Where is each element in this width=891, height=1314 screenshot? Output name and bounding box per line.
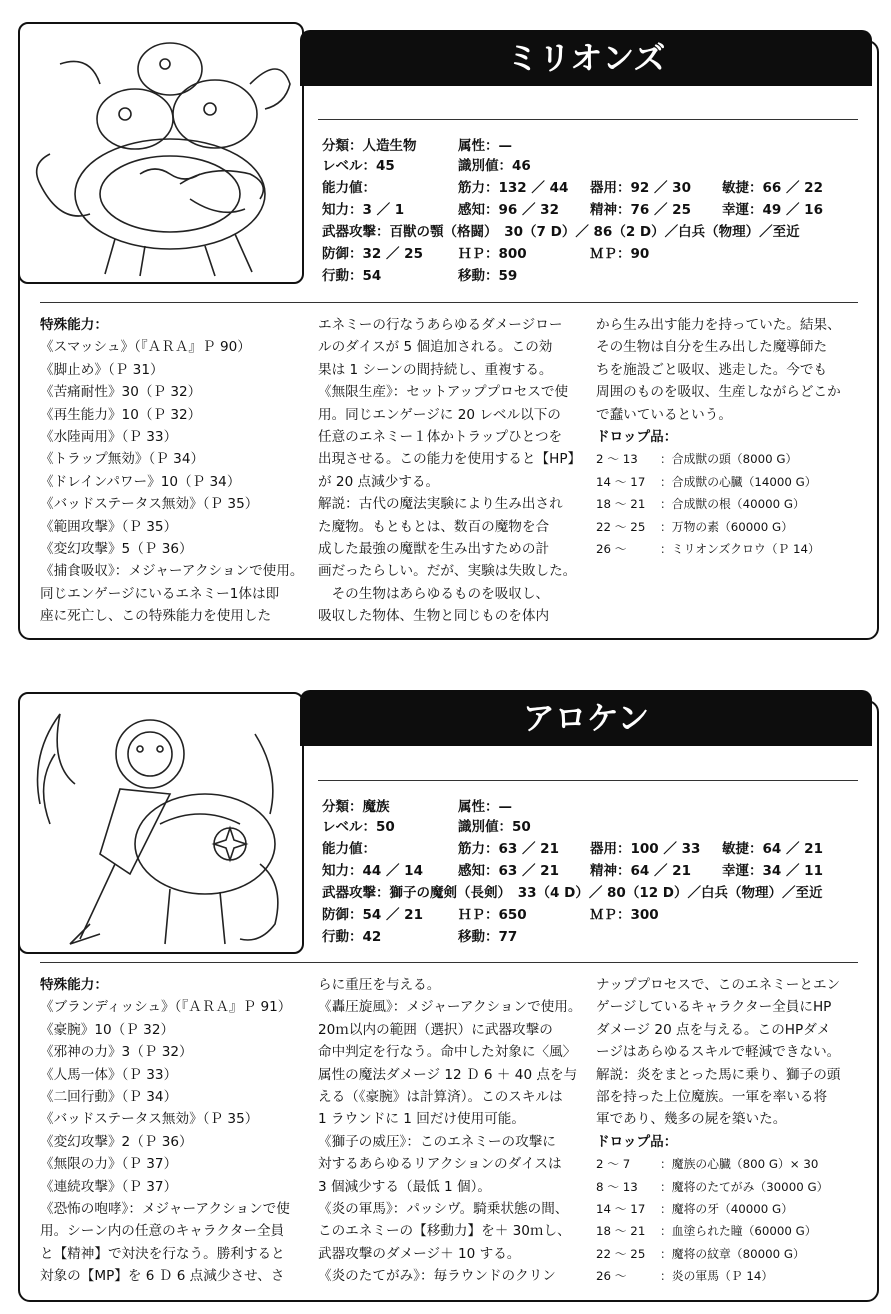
text-line: 果は 1 シーンの間持続し、重複する。 bbox=[318, 361, 553, 378]
ability-line: 《脚止め》（Ｐ 31） bbox=[40, 361, 164, 378]
drop-item: ：魔将の紋章（80000 G） bbox=[660, 1246, 805, 1261]
drop-item: ：魔将の牙（40000 G） bbox=[660, 1202, 793, 1217]
text-line: 吸収した物体、生物と同じものを体内 bbox=[318, 608, 550, 625]
drop-range: 14 〜 17 bbox=[596, 1202, 646, 1217]
text-line: ナッププロセスで、このエネミーとエン bbox=[596, 977, 841, 993]
text-line: ダメージ 20 点を与える。このHPダメ bbox=[596, 1021, 831, 1038]
ability-line: 《水陸両用》（Ｐ 33） bbox=[40, 429, 178, 446]
text-line: 解説：炎をまとった馬に乗り、獅子の頭 bbox=[596, 1066, 841, 1083]
ability-line: 《ブランディッシュ》（『ＡＲＡ』Ｐ 91） bbox=[40, 999, 292, 1016]
ability-line: 《捕食吸収》：メジャーアクションで使用。 bbox=[40, 563, 304, 580]
drop-row bbox=[596, 1176, 866, 1198]
stat-int: 知力：3 ／ 1 bbox=[322, 202, 405, 218]
stat-category: 分類：人造生物 bbox=[322, 138, 417, 154]
millions-text-col3 bbox=[596, 314, 866, 560]
ability-line: 《恐怖の咆哮》：メジャーアクションで使 bbox=[40, 1201, 290, 1218]
stat-dex: 器用：92 ／ 30 bbox=[590, 180, 691, 196]
text-line: エネミーの行なうあらゆるダメージロー bbox=[318, 317, 563, 333]
stat-mp: ＭＰ：300 bbox=[590, 907, 659, 923]
alloken-text-col3 bbox=[596, 974, 866, 1288]
ability-line: 《豪腕》10（Ｐ 32） bbox=[40, 1021, 175, 1038]
stat-luk: 幸運：34 ／ 11 bbox=[722, 863, 823, 879]
text-line: その生物は自分を生み出した魔導師た bbox=[596, 339, 828, 356]
drop-range: 26 〜 bbox=[596, 1269, 627, 1284]
stat-attribute: 属性：— bbox=[458, 138, 512, 154]
stat-move: 移動：77 bbox=[458, 929, 518, 945]
millions-text-col2 bbox=[318, 314, 588, 628]
drop-row bbox=[596, 493, 866, 515]
text-line: 《轟圧旋風》：メジャーアクションで使用。 bbox=[318, 999, 582, 1016]
lion-knight-on-horse-icon bbox=[20, 694, 302, 952]
drop-heading: ドロップ品： bbox=[596, 1133, 678, 1150]
ability-line: 《連続攻撃》（Ｐ 37） bbox=[40, 1178, 178, 1195]
drop-table-millions bbox=[596, 448, 866, 560]
stat-level: レベル：45 bbox=[322, 158, 395, 174]
stat-agi: 敏捷：64 ／ 21 bbox=[722, 841, 823, 857]
drop-range: 8 〜 13 bbox=[596, 1179, 638, 1194]
text-line: から生み出す能力を持っていた。結果、 bbox=[596, 317, 841, 333]
stat-action: 行動：54 bbox=[322, 268, 382, 284]
stat-category: 分類：魔族 bbox=[322, 799, 390, 815]
stat-identify: 識別値：50 bbox=[458, 819, 531, 835]
text-line: 1 ラウンドに 1 回だけ使用可能。 bbox=[318, 1111, 525, 1128]
stat-defense: 防御：54 ／ 21 bbox=[322, 907, 423, 923]
drop-range: 26 〜 bbox=[596, 542, 627, 557]
drop-row bbox=[596, 516, 866, 538]
alloken-text-col1 bbox=[40, 974, 310, 1288]
drop-row bbox=[596, 471, 866, 493]
ability-line: 《二回行動》（Ｐ 34） bbox=[40, 1089, 178, 1106]
stat-mnd: 精神：64 ／ 21 bbox=[590, 863, 691, 879]
text-line: ージはあらゆるスキルで軽減できない。 bbox=[596, 1044, 841, 1061]
drop-item: ：ミリオンズクロウ（Ｐ 14） bbox=[660, 542, 820, 557]
ability-line: 《トラップ無効》（Ｐ 34） bbox=[40, 451, 205, 468]
text-line: が 20 点減少する。 bbox=[318, 473, 440, 490]
stat-defense: 防御：32 ／ 25 bbox=[322, 246, 423, 262]
drop-item: ：魔将のたてがみ（30000 G） bbox=[660, 1179, 829, 1194]
stat-int: 知力：44 ／ 14 bbox=[322, 863, 423, 879]
stat-str: 筋力：63 ／ 21 bbox=[458, 841, 559, 857]
stat-weapon: 武器攻撃：獅子の魔剣（長剣） 33（4 D）／ 80（12 D）／白兵（物理）／至近 bbox=[322, 885, 823, 901]
drop-range: 14 〜 17 bbox=[596, 474, 646, 489]
text-line: で蠢いているという。 bbox=[596, 406, 732, 423]
special-abilities-heading: 特殊能力： bbox=[40, 977, 108, 993]
stat-abilities-label: 能力値： bbox=[322, 180, 376, 196]
stat-mnd: 精神：76 ／ 25 bbox=[590, 202, 691, 218]
divider bbox=[318, 119, 858, 120]
text-line: 周囲のものを吸収、生産しながらどこか bbox=[596, 384, 841, 401]
text-line: 《無限生産》：セットアッププロセスで使 bbox=[318, 384, 569, 401]
stat-abilities-label: 能力値： bbox=[322, 841, 376, 857]
stat-weapon: 武器攻撃：百獣の顎（格闘） 30（7 D）／ 86（2 D）／白兵（物理）／至近 bbox=[322, 224, 800, 240]
stat-hp: ＨＰ：650 bbox=[458, 907, 527, 923]
text-line: らに重圧を与える。 bbox=[318, 977, 441, 993]
drop-row bbox=[596, 448, 866, 470]
drop-range: 22 〜 25 bbox=[596, 519, 646, 534]
drop-row bbox=[596, 1243, 866, 1265]
stat-agi: 敏捷：66 ／ 22 bbox=[722, 180, 823, 196]
text-line: 任意のエネミー１体かトラップひとつを bbox=[318, 429, 563, 446]
text-line: 対するあらゆるリアクションのダイスは bbox=[318, 1156, 562, 1173]
text-line: 《獅子の威圧》：このエネミーの攻撃に bbox=[318, 1133, 556, 1150]
drop-range: 22 〜 25 bbox=[596, 1246, 646, 1261]
text-line: た魔物。もともとは、数百の魔物を合 bbox=[318, 518, 550, 535]
stat-identify: 識別値：46 bbox=[458, 158, 531, 174]
drop-item: ：万物の素（60000 G） bbox=[660, 519, 793, 534]
special-abilities-heading: 特殊能力： bbox=[40, 317, 108, 333]
ability-line: 同じエンゲージにいるエネミー1体は即 bbox=[40, 585, 280, 602]
ability-line: 対象の【MP】を 6 Ｄ 6 点減少させ、さ bbox=[40, 1268, 285, 1285]
drop-item: ：合成獣の頭（8000 G） bbox=[660, 452, 798, 467]
ability-line: 《再生能力》10（Ｐ 32） bbox=[40, 406, 202, 423]
text-line: ゲージしているキャラクター全員にHP bbox=[596, 999, 832, 1016]
monster-title-alloken: アロケン bbox=[300, 690, 872, 746]
ability-line: 《スマッシュ》（『ＡＲＡ』Ｐ 90） bbox=[40, 339, 251, 356]
text-line: 部を持った上位魔族。一軍を率いる将 bbox=[596, 1089, 828, 1106]
ability-line: 《範囲攻撃》（Ｐ 35） bbox=[40, 518, 178, 535]
ability-line: 《ドレインパワー》10（Ｐ 34） bbox=[40, 473, 241, 490]
drop-row bbox=[596, 1265, 866, 1287]
text-line: 《炎の軍馬》：パッシヴ。騎乗状態の間、 bbox=[318, 1201, 569, 1218]
drop-row bbox=[596, 1153, 866, 1175]
text-line: 軍であり、幾多の屍を築いた。 bbox=[596, 1111, 787, 1128]
ability-line: 《人馬一体》（Ｐ 33） bbox=[40, 1066, 178, 1083]
text-line: 20ｍ以内の範囲（選択）に武器攻撃の bbox=[318, 1021, 553, 1038]
text-line: 武器攻撃のダメージ＋ 10 する。 bbox=[318, 1245, 521, 1262]
ability-line: 《変幻攻撃》5（Ｐ 36） bbox=[40, 541, 193, 558]
drop-item: ：炎の軍馬（Ｐ 14） bbox=[660, 1269, 774, 1284]
stat-dex: 器用：100 ／ 33 bbox=[590, 841, 701, 857]
millions-text-col1 bbox=[40, 314, 310, 628]
drop-range: 18 〜 21 bbox=[596, 497, 646, 512]
text-line: その生物はあらゆるものを吸収し、 bbox=[318, 585, 550, 602]
text-line: 出現させる。この能力を使用すると【HP】 bbox=[318, 451, 582, 468]
drop-heading: ドロップ品： bbox=[596, 429, 678, 446]
millions-illustration bbox=[18, 22, 304, 284]
text-line: ルのダイスが 5 個追加される。この効 bbox=[318, 339, 553, 356]
drop-item: ：合成獣の心臓（14000 G） bbox=[660, 474, 817, 489]
divider bbox=[40, 962, 858, 963]
ability-line: 《無限の力》（Ｐ 37） bbox=[40, 1156, 178, 1173]
text-line: 解説：古代の魔法実験により生み出され bbox=[318, 496, 563, 513]
text-line: 画だったらしい。だが、実験は失敗した。 bbox=[318, 563, 577, 580]
ability-line: 《苦痛耐性》30（Ｐ 32） bbox=[40, 384, 202, 401]
drop-row bbox=[596, 1220, 866, 1242]
stat-str: 筋力：132 ／ 44 bbox=[458, 180, 569, 196]
text-line: 属性の魔法ダメージ 12 Ｄ 6 ＋ 40 点を与 bbox=[318, 1066, 578, 1083]
text-line: 成した最強の魔獣を生み出すための計 bbox=[318, 541, 550, 558]
drop-item: ：合成獣の根（40000 G） bbox=[660, 497, 805, 512]
ability-line: と【精神】で対決を行なう。勝利すると bbox=[40, 1245, 285, 1262]
text-line: 3 個減少する（最低 1 個）。 bbox=[318, 1178, 491, 1195]
ability-line: 《邪神の力》3（Ｐ 32） bbox=[40, 1044, 193, 1061]
text-line: 《炎のたてがみ》：毎ラウンドのクリン bbox=[318, 1268, 556, 1285]
alloken-illustration bbox=[18, 692, 304, 954]
stat-move: 移動：59 bbox=[458, 268, 518, 284]
text-line: える（《豪腕》は計算済）。このスキルは bbox=[318, 1089, 563, 1106]
drop-range: 2 〜 13 bbox=[596, 452, 638, 467]
monster-title-millions: ミリオンズ bbox=[300, 30, 872, 86]
stat-mp: ＭＰ：90 bbox=[590, 246, 650, 262]
drop-row bbox=[596, 538, 866, 560]
ability-line: 座に死亡し、この特殊能力を使用した bbox=[40, 608, 272, 625]
drop-range: 18 〜 21 bbox=[596, 1224, 646, 1239]
chimera-beast-icon bbox=[20, 24, 302, 282]
ability-line: 《バッドステータス無効》（Ｐ 35） bbox=[40, 496, 259, 513]
text-line: 命中判定を行なう。命中した対象に〈風〉 bbox=[318, 1044, 577, 1061]
ability-line: 《変幻攻撃》2（Ｐ 36） bbox=[40, 1133, 193, 1150]
drop-row bbox=[596, 1198, 866, 1220]
divider bbox=[318, 780, 858, 781]
drop-table-alloken bbox=[596, 1153, 866, 1287]
text-line: ちを施設ごと吸収、逃走した。今でも bbox=[596, 361, 828, 378]
stat-level: レベル：50 bbox=[322, 819, 395, 835]
text-line: 用。同じエンゲージに 20 レベル以下の bbox=[318, 406, 561, 423]
alloken-text-col2 bbox=[318, 974, 588, 1288]
stat-sen: 感知：96 ／ 32 bbox=[458, 202, 559, 218]
drop-item: ：血塗られた瞳（60000 G） bbox=[660, 1224, 817, 1239]
stat-attribute: 属性：— bbox=[458, 799, 512, 815]
drop-range: 2 〜 7 bbox=[596, 1157, 631, 1172]
ability-line: 《バッドステータス無効》（Ｐ 35） bbox=[40, 1111, 259, 1128]
drop-item: ：魔族の心臓（800 G）× 30 bbox=[660, 1157, 819, 1172]
divider bbox=[40, 302, 858, 303]
stat-luk: 幸運：49 ／ 16 bbox=[722, 202, 823, 218]
stat-action: 行動：42 bbox=[322, 929, 382, 945]
stat-sen: 感知：63 ／ 21 bbox=[458, 863, 559, 879]
stat-hp: ＨＰ：800 bbox=[458, 246, 527, 262]
text-line: このエネミーの【移動力】を＋ 30ｍし、 bbox=[318, 1223, 571, 1240]
ability-line: 用。シーン内の任意のキャラクター全員 bbox=[40, 1223, 285, 1240]
